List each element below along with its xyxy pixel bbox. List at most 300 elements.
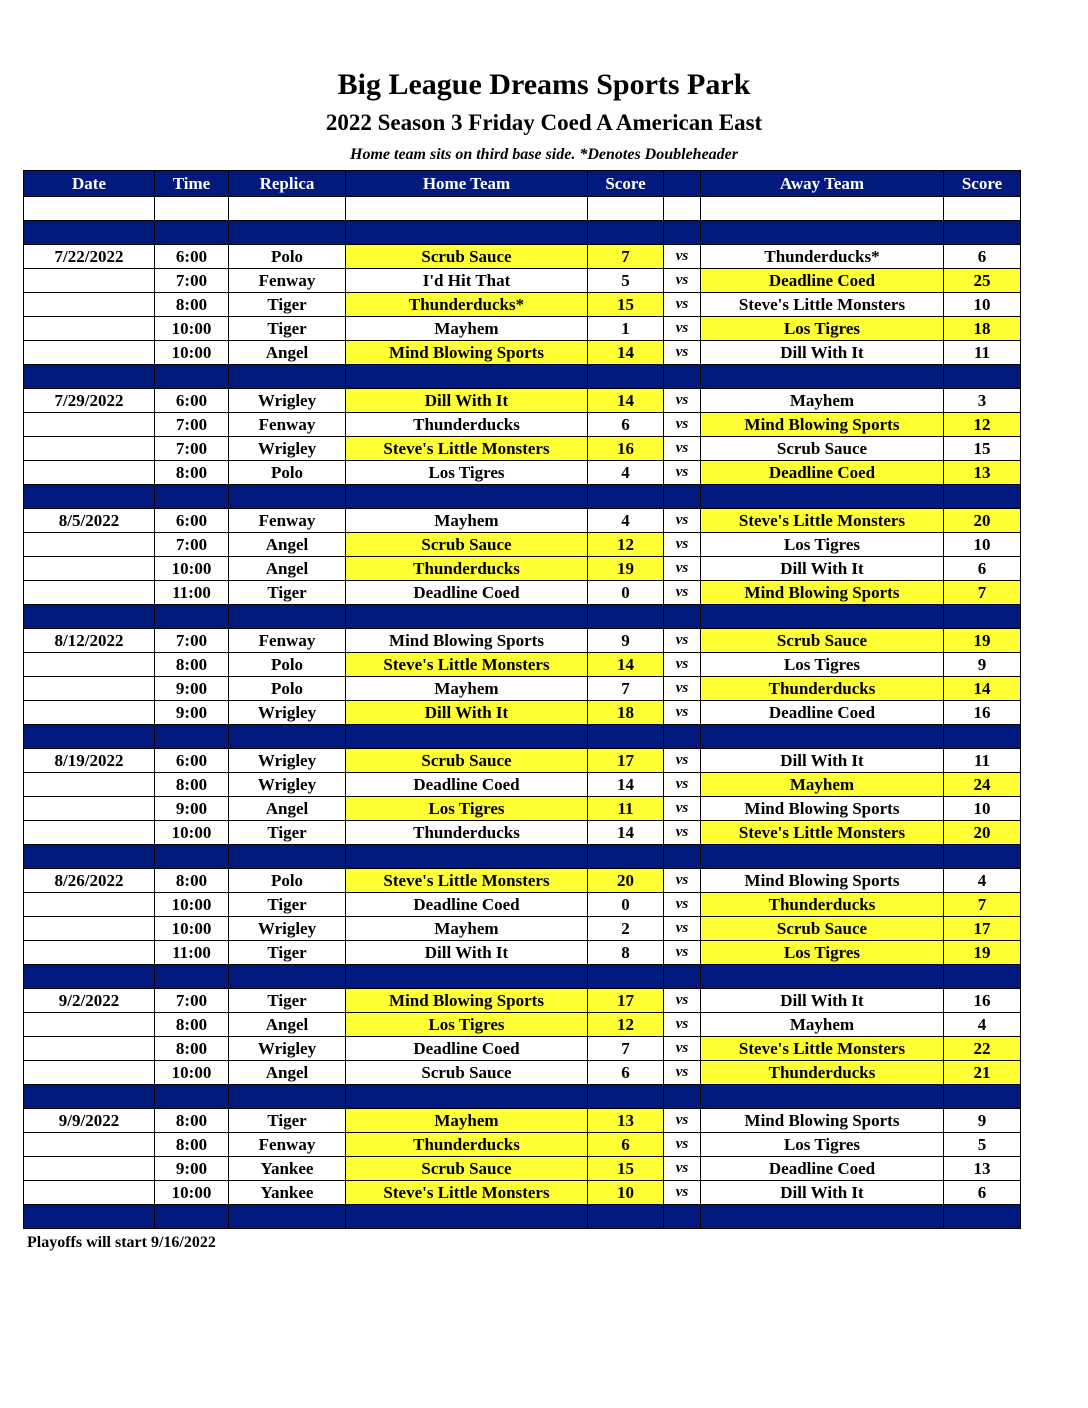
home-score: 10: [588, 1181, 664, 1205]
week-separator: [24, 485, 1021, 509]
game-field: Tiger: [229, 1109, 346, 1133]
game-time: 8:00: [155, 1037, 229, 1061]
away-score: 16: [944, 701, 1021, 725]
vs-label: vs: [664, 989, 701, 1013]
away-team: Scrub Sauce: [701, 917, 944, 941]
home-score: 9: [588, 629, 664, 653]
away-team: Los Tigres: [701, 317, 944, 341]
game-field: Fenway: [229, 269, 346, 293]
away-team: Thunderducks: [701, 677, 944, 701]
game-field: Angel: [229, 1013, 346, 1037]
vs-label: vs: [664, 1133, 701, 1157]
away-score: 24: [944, 773, 1021, 797]
game-row: [24, 389, 1021, 413]
away-team: Deadline Coed: [701, 1157, 944, 1181]
game-time: 9:00: [155, 677, 229, 701]
column-header-home-score: Score: [588, 171, 664, 197]
home-score: 7: [588, 677, 664, 701]
game-row: [24, 1109, 1021, 1133]
game-field: Fenway: [229, 1133, 346, 1157]
game-time: 10:00: [155, 317, 229, 341]
vs-label: vs: [664, 701, 701, 725]
home-score: 12: [588, 1013, 664, 1037]
game-row: [24, 941, 1021, 965]
home-score: 17: [588, 749, 664, 773]
away-score: 19: [944, 941, 1021, 965]
game-date: 7/22/2022: [24, 245, 155, 269]
home-score: 16: [588, 437, 664, 461]
game-time: 10:00: [155, 893, 229, 917]
away-score: 7: [944, 893, 1021, 917]
away-score: 13: [944, 461, 1021, 485]
game-time: 8:00: [155, 869, 229, 893]
away-team: Thunderducks: [701, 893, 944, 917]
game-row: [24, 869, 1021, 893]
vs-label: vs: [664, 341, 701, 365]
home-score: 4: [588, 461, 664, 485]
away-team: Steve's Little Monsters: [701, 821, 944, 845]
game-row: [24, 269, 1021, 293]
away-team: Steve's Little Monsters: [701, 293, 944, 317]
away-team: Deadline Coed: [701, 461, 944, 485]
away-score: 13: [944, 1157, 1021, 1181]
game-field: Polo: [229, 869, 346, 893]
game-date: [24, 557, 155, 581]
vs-label: vs: [664, 1109, 701, 1133]
home-score: 11: [588, 797, 664, 821]
home-score: 18: [588, 701, 664, 725]
game-date: 9/9/2022: [24, 1109, 155, 1133]
week-separator: [24, 725, 1021, 749]
away-team: Thunderducks: [701, 1061, 944, 1085]
game-time: 11:00: [155, 581, 229, 605]
week-separator: [24, 965, 1021, 989]
game-field: Wrigley: [229, 389, 346, 413]
home-score: 15: [588, 1157, 664, 1181]
home-score: 20: [588, 869, 664, 893]
game-row: [24, 1037, 1021, 1061]
game-date: [24, 533, 155, 557]
game-field: Tiger: [229, 293, 346, 317]
home-score: 12: [588, 533, 664, 557]
vs-label: vs: [664, 1013, 701, 1037]
game-row: [24, 629, 1021, 653]
game-field: Angel: [229, 1061, 346, 1085]
vs-label: vs: [664, 797, 701, 821]
game-date: [24, 269, 155, 293]
game-row: [24, 245, 1021, 269]
game-field: Wrigley: [229, 437, 346, 461]
game-row: [24, 917, 1021, 941]
game-date: [24, 821, 155, 845]
game-row: [24, 1181, 1021, 1205]
vs-label: vs: [664, 437, 701, 461]
game-field: Tiger: [229, 821, 346, 845]
vs-label: vs: [664, 389, 701, 413]
away-team: Los Tigres: [701, 941, 944, 965]
game-time: 7:00: [155, 269, 229, 293]
game-date: [24, 293, 155, 317]
home-score: 14: [588, 821, 664, 845]
vs-label: vs: [664, 1061, 701, 1085]
home-team: Steve's Little Monsters: [346, 653, 588, 677]
game-date: [24, 893, 155, 917]
game-field: Polo: [229, 245, 346, 269]
game-time: 7:00: [155, 413, 229, 437]
away-team: Dill With It: [701, 341, 944, 365]
game-field: Tiger: [229, 893, 346, 917]
home-team: Mayhem: [346, 1109, 588, 1133]
game-row: [24, 413, 1021, 437]
game-date: [24, 1181, 155, 1205]
away-team: Los Tigres: [701, 533, 944, 557]
away-team: Mayhem: [701, 1013, 944, 1037]
away-team: Deadline Coed: [701, 701, 944, 725]
page-title: Big League Dreams Sports Park: [337, 68, 751, 101]
game-field: Fenway: [229, 413, 346, 437]
home-score: 6: [588, 1133, 664, 1157]
home-team: Scrub Sauce: [346, 749, 588, 773]
game-time: 8:00: [155, 1013, 229, 1037]
vs-label: vs: [664, 557, 701, 581]
game-row: [24, 533, 1021, 557]
game-time: 9:00: [155, 797, 229, 821]
game-row: [24, 317, 1021, 341]
vs-label: vs: [664, 869, 701, 893]
game-date: [24, 341, 155, 365]
away-score: 10: [944, 797, 1021, 821]
home-team: Deadline Coed: [346, 773, 588, 797]
game-field: Tiger: [229, 581, 346, 605]
home-score: 0: [588, 581, 664, 605]
game-time: 8:00: [155, 293, 229, 317]
game-row: [24, 773, 1021, 797]
home-team: Mind Blowing Sports: [346, 341, 588, 365]
away-score: 21: [944, 1061, 1021, 1085]
game-date: 7/29/2022: [24, 389, 155, 413]
game-time: 10:00: [155, 1181, 229, 1205]
vs-label: vs: [664, 629, 701, 653]
game-time: 8:00: [155, 461, 229, 485]
game-time: 10:00: [155, 557, 229, 581]
column-header-replica: Replica: [229, 171, 346, 197]
game-date: [24, 1037, 155, 1061]
home-score: 14: [588, 389, 664, 413]
away-score: 6: [944, 1181, 1021, 1205]
home-team: Thunderducks: [346, 821, 588, 845]
game-row: [24, 293, 1021, 317]
game-date: [24, 317, 155, 341]
home-team: Dill With It: [346, 941, 588, 965]
vs-label: vs: [664, 749, 701, 773]
home-score: 17: [588, 989, 664, 1013]
away-team: Thunderducks*: [701, 245, 944, 269]
game-time: 7:00: [155, 989, 229, 1013]
game-time: 8:00: [155, 773, 229, 797]
page-subtitle: 2022 Season 3 Friday Coed A American East: [325, 110, 763, 135]
game-date: 8/19/2022: [24, 749, 155, 773]
game-time: 6:00: [155, 509, 229, 533]
vs-label: vs: [664, 893, 701, 917]
week-separator: [24, 1085, 1021, 1109]
home-team: Dill With It: [346, 389, 588, 413]
home-score: 0: [588, 893, 664, 917]
vs-label: vs: [664, 461, 701, 485]
game-date: [24, 461, 155, 485]
game-date: 9/2/2022: [24, 989, 155, 1013]
game-row: [24, 437, 1021, 461]
away-score: 7: [944, 581, 1021, 605]
home-team: Scrub Sauce: [346, 1061, 588, 1085]
game-field: Angel: [229, 797, 346, 821]
page-note: Home team sits on third base side. *Denotes Doubleheader: [350, 146, 738, 163]
game-field: Angel: [229, 557, 346, 581]
away-score: 4: [944, 869, 1021, 893]
game-row: [24, 821, 1021, 845]
vs-label: vs: [664, 1157, 701, 1181]
game-row: [24, 701, 1021, 725]
home-score: 13: [588, 1109, 664, 1133]
game-row: [24, 1061, 1021, 1085]
game-time: 7:00: [155, 629, 229, 653]
home-team: Deadline Coed: [346, 1037, 588, 1061]
game-date: [24, 653, 155, 677]
game-row: [24, 749, 1021, 773]
away-team: Mind Blowing Sports: [701, 869, 944, 893]
game-date: [24, 1061, 155, 1085]
game-field: Yankee: [229, 1157, 346, 1181]
game-time: 8:00: [155, 1109, 229, 1133]
home-team: Deadline Coed: [346, 581, 588, 605]
home-team: Scrub Sauce: [346, 245, 588, 269]
vs-label: vs: [664, 509, 701, 533]
home-score: 1: [588, 317, 664, 341]
vs-label: vs: [664, 1181, 701, 1205]
home-score: 14: [588, 773, 664, 797]
game-field: Wrigley: [229, 701, 346, 725]
home-score: 4: [588, 509, 664, 533]
game-row: [24, 581, 1021, 605]
away-score: 15: [944, 437, 1021, 461]
home-team: Mayhem: [346, 317, 588, 341]
vs-label: vs: [664, 917, 701, 941]
away-score: 14: [944, 677, 1021, 701]
away-team: Mind Blowing Sports: [701, 413, 944, 437]
home-score: 15: [588, 293, 664, 317]
vs-label: vs: [664, 581, 701, 605]
game-time: 6:00: [155, 245, 229, 269]
column-header-away-team: Away Team: [701, 171, 944, 197]
away-score: 20: [944, 821, 1021, 845]
game-date: 8/12/2022: [24, 629, 155, 653]
game-row: [24, 1133, 1021, 1157]
away-score: 10: [944, 293, 1021, 317]
home-team: Mayhem: [346, 917, 588, 941]
away-score: 18: [944, 317, 1021, 341]
game-time: 9:00: [155, 701, 229, 725]
game-time: 8:00: [155, 1133, 229, 1157]
game-field: Wrigley: [229, 773, 346, 797]
vs-label: vs: [664, 653, 701, 677]
away-score: 9: [944, 653, 1021, 677]
home-score: 5: [588, 269, 664, 293]
game-date: [24, 1133, 155, 1157]
game-date: [24, 773, 155, 797]
away-team: Dill With It: [701, 989, 944, 1013]
home-team: Thunderducks: [346, 413, 588, 437]
away-team: Dill With It: [701, 1181, 944, 1205]
home-score: 2: [588, 917, 664, 941]
game-date: [24, 701, 155, 725]
away-team: Los Tigres: [701, 653, 944, 677]
blank-row: [24, 197, 1021, 221]
home-score: 7: [588, 1037, 664, 1061]
game-date: 8/5/2022: [24, 509, 155, 533]
home-team: Steve's Little Monsters: [346, 1181, 588, 1205]
week-separator: [24, 605, 1021, 629]
vs-label: vs: [664, 269, 701, 293]
game-field: Polo: [229, 461, 346, 485]
game-field: Wrigley: [229, 1037, 346, 1061]
home-score: 14: [588, 653, 664, 677]
home-team: Thunderducks: [346, 1133, 588, 1157]
vs-label: vs: [664, 533, 701, 557]
game-time: 7:00: [155, 437, 229, 461]
week-separator: [24, 845, 1021, 869]
schedule-table: [23, 170, 1021, 1229]
away-score: 22: [944, 1037, 1021, 1061]
game-date: [24, 797, 155, 821]
home-team: Mind Blowing Sports: [346, 629, 588, 653]
home-score: 7: [588, 245, 664, 269]
game-date: [24, 437, 155, 461]
home-team: Los Tigres: [346, 461, 588, 485]
game-row: [24, 341, 1021, 365]
game-time: 10:00: [155, 821, 229, 845]
schedule-header: [24, 171, 1021, 197]
home-team: Thunderducks*: [346, 293, 588, 317]
home-score: 6: [588, 413, 664, 437]
playoffs-note: Playoffs will start 9/16/2022: [27, 1234, 216, 1251]
away-score: 6: [944, 245, 1021, 269]
home-team: Mind Blowing Sports: [346, 989, 588, 1013]
game-row: [24, 653, 1021, 677]
week-separator: [24, 365, 1021, 389]
game-time: 10:00: [155, 917, 229, 941]
game-time: 10:00: [155, 1061, 229, 1085]
vs-label: vs: [664, 413, 701, 437]
vs-label: vs: [664, 1037, 701, 1061]
away-score: 6: [944, 557, 1021, 581]
column-header-time: Time: [155, 171, 229, 197]
game-time: 10:00: [155, 341, 229, 365]
vs-label: vs: [664, 677, 701, 701]
away-team: Mind Blowing Sports: [701, 581, 944, 605]
away-team: Los Tigres: [701, 1133, 944, 1157]
game-row: [24, 1013, 1021, 1037]
vs-label: vs: [664, 773, 701, 797]
home-team: Mayhem: [346, 677, 588, 701]
home-team: Thunderducks: [346, 557, 588, 581]
game-date: [24, 677, 155, 701]
game-date: 8/26/2022: [24, 869, 155, 893]
away-team: Mind Blowing Sports: [701, 1109, 944, 1133]
away-score: 16: [944, 989, 1021, 1013]
home-score: 6: [588, 1061, 664, 1085]
game-field: Wrigley: [229, 749, 346, 773]
vs-label: vs: [664, 293, 701, 317]
game-time: 6:00: [155, 749, 229, 773]
week-separator: [24, 1205, 1021, 1229]
game-field: Tiger: [229, 317, 346, 341]
game-row: [24, 989, 1021, 1013]
home-score: 19: [588, 557, 664, 581]
game-date: [24, 1157, 155, 1181]
vs-label: vs: [664, 941, 701, 965]
away-score: 5: [944, 1133, 1021, 1157]
game-field: Polo: [229, 653, 346, 677]
game-field: Angel: [229, 341, 346, 365]
away-score: 4: [944, 1013, 1021, 1037]
game-field: Polo: [229, 677, 346, 701]
away-team: Mayhem: [701, 773, 944, 797]
home-team: Los Tigres: [346, 797, 588, 821]
vs-label: vs: [664, 821, 701, 845]
away-score: 12: [944, 413, 1021, 437]
game-time: 11:00: [155, 941, 229, 965]
away-score: 19: [944, 629, 1021, 653]
away-team: Scrub Sauce: [701, 629, 944, 653]
away-score: 9: [944, 1109, 1021, 1133]
away-team: Mind Blowing Sports: [701, 797, 944, 821]
game-row: [24, 893, 1021, 917]
home-team: Scrub Sauce: [346, 1157, 588, 1181]
away-team: Scrub Sauce: [701, 437, 944, 461]
home-score: 8: [588, 941, 664, 965]
away-team: Dill With It: [701, 749, 944, 773]
game-time: 7:00: [155, 533, 229, 557]
week-separator: [24, 221, 1021, 245]
home-team: Scrub Sauce: [346, 533, 588, 557]
home-team: Los Tigres: [346, 1013, 588, 1037]
game-date: [24, 1013, 155, 1037]
home-team: Mayhem: [346, 509, 588, 533]
away-score: 10: [944, 533, 1021, 557]
away-team: Steve's Little Monsters: [701, 1037, 944, 1061]
column-header-date: Date: [24, 171, 155, 197]
away-team: Deadline Coed: [701, 269, 944, 293]
game-row: [24, 509, 1021, 533]
away-score: 11: [944, 341, 1021, 365]
home-team: Deadline Coed: [346, 893, 588, 917]
game-field: Yankee: [229, 1181, 346, 1205]
away-score: 25: [944, 269, 1021, 293]
vs-label: vs: [664, 317, 701, 341]
game-date: [24, 413, 155, 437]
game-field: Tiger: [229, 941, 346, 965]
home-team: Dill With It: [346, 701, 588, 725]
game-row: [24, 461, 1021, 485]
game-row: [24, 797, 1021, 821]
game-date: [24, 941, 155, 965]
game-field: Tiger: [229, 989, 346, 1013]
away-team: Steve's Little Monsters: [701, 509, 944, 533]
column-header-away-score: Score: [944, 171, 1021, 197]
game-time: 6:00: [155, 389, 229, 413]
column-header-home-team: Home Team: [346, 171, 588, 197]
game-field: Fenway: [229, 629, 346, 653]
game-time: 9:00: [155, 1157, 229, 1181]
